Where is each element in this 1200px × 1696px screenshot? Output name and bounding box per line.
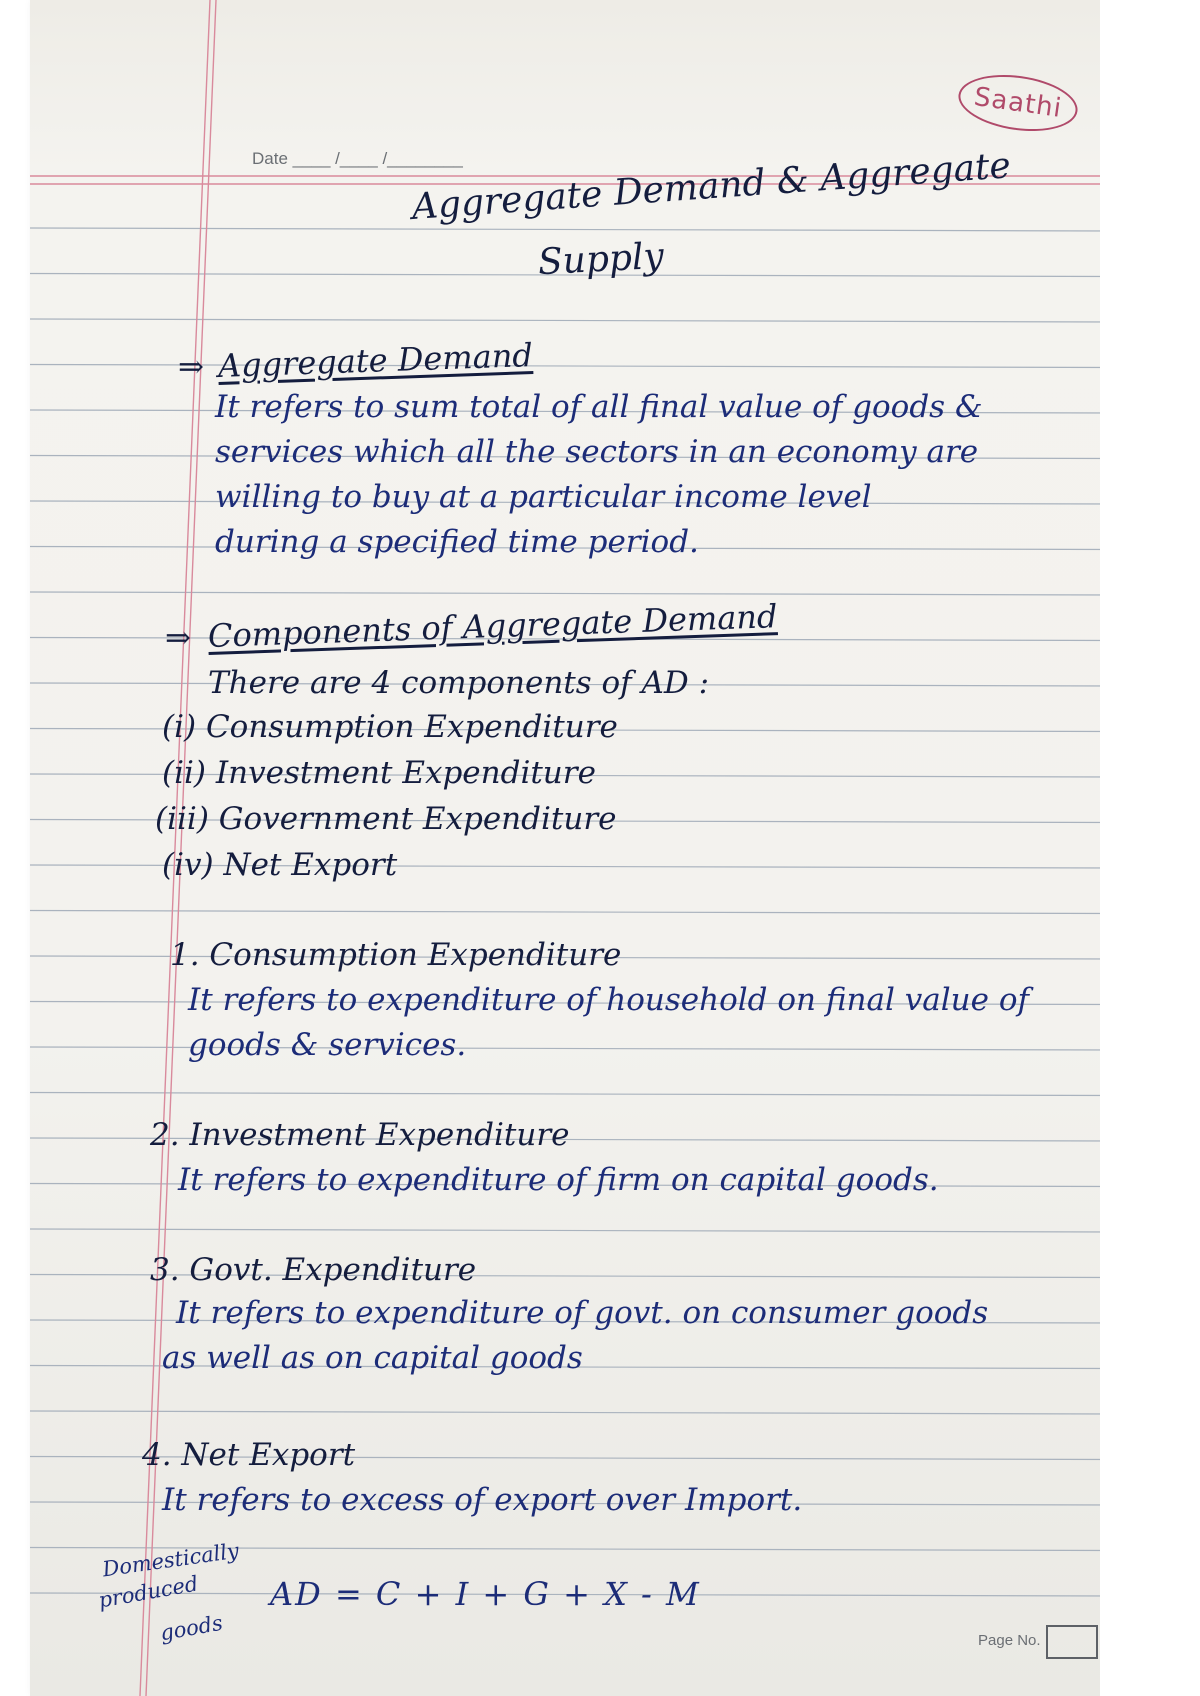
component-item: (iii) Government Expenditure xyxy=(155,801,617,837)
component-item: (i) Consumption Expenditure xyxy=(162,709,618,745)
section-heading-components: Components of Aggregate Demand xyxy=(207,597,779,655)
page-title-line-1: Aggregate Demand & Aggregate xyxy=(410,145,1013,228)
date-label: Date ____ /____ /________ xyxy=(252,149,463,168)
notebook-sheet xyxy=(30,0,1115,1696)
consumption-line-2: goods & services. xyxy=(188,1027,467,1063)
govt-line-2: as well as on capital goods xyxy=(162,1340,583,1376)
rule-line xyxy=(30,228,1115,231)
side-note-line-2: produced xyxy=(96,1571,200,1613)
background-margin xyxy=(1100,0,1200,1696)
sub-heading-investment: 2. Investment Expenditure xyxy=(150,1117,570,1153)
sub-heading-consumption: 1. Consumption Expenditure xyxy=(170,937,622,973)
arrow-icon: ⇒ xyxy=(178,349,204,385)
rule-line xyxy=(30,319,1115,322)
arrow-icon: ⇒ xyxy=(165,620,191,656)
ad-definition-line-3: willing to buy at a particular income level xyxy=(215,479,872,515)
sub-heading-net-export: 4. Net Export xyxy=(142,1437,356,1473)
ad-definition-line-1: It refers to sum total of all final value of goods & xyxy=(215,389,983,425)
page-no-label: Page No. xyxy=(978,1632,1041,1649)
ad-definition-line-4: during a specified time period. xyxy=(215,524,699,560)
net-export-line-1: It refers to excess of export over Import. xyxy=(162,1482,803,1518)
sub-heading-govt: 3. Govt. Expenditure xyxy=(150,1252,477,1288)
rule-line xyxy=(30,1093,1115,1096)
brand-name: Saathi xyxy=(972,82,1064,124)
side-note-line-3: goods xyxy=(158,1610,225,1646)
ad-definition-line-2: services which all the sectors in an economy are xyxy=(215,434,979,470)
component-item: (ii) Investment Expenditure xyxy=(162,755,596,791)
component-item: (iv) Net Export xyxy=(162,847,398,883)
govt-line-1: It refers to expenditure of govt. on consumer goods xyxy=(176,1295,989,1331)
investment-line-1: It refers to expenditure of firm on capital goods. xyxy=(178,1162,939,1198)
ad-formula: AD = C + I + G + X - M xyxy=(270,1575,701,1613)
section-heading-aggregate-demand: Aggregate Demand xyxy=(217,336,534,385)
rule-line xyxy=(30,911,1115,914)
page-title-line-2: Supply xyxy=(536,235,665,284)
rule-line xyxy=(30,592,1115,595)
side-note-line-1: Domestically xyxy=(100,1538,241,1582)
rule-line xyxy=(30,1411,1115,1414)
page-no-box xyxy=(1046,1625,1098,1659)
consumption-line-1: It refers to expenditure of household on final value of xyxy=(188,982,1029,1018)
rule-line xyxy=(30,1229,1115,1232)
components-intro: There are 4 components of AD : xyxy=(208,665,710,701)
